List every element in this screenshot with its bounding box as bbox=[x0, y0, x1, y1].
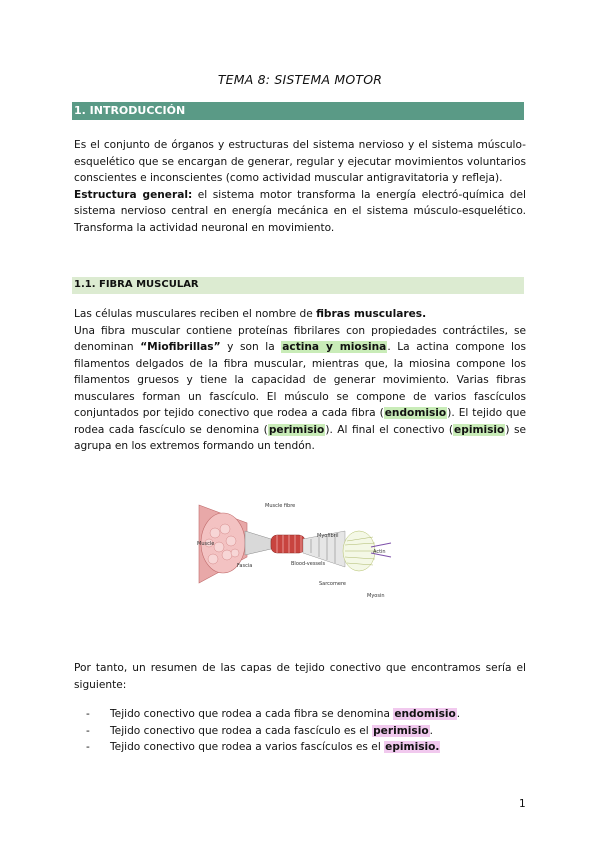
list-item-end: . bbox=[429, 724, 433, 737]
fibra-body bbox=[74, 323, 526, 455]
list-item bbox=[86, 723, 516, 740]
list-item-text: Tejido conectivo que rodea a cada fibra se denomina bbox=[110, 708, 394, 720]
endomisio-term: endomisio bbox=[394, 708, 456, 720]
list-item-end: . bbox=[456, 708, 461, 720]
actina-miosina-highlight: actina y miosina bbox=[282, 341, 387, 353]
list-dash: - bbox=[86, 724, 90, 737]
page-number: 1 bbox=[519, 798, 526, 810]
fibra-body-i: ). Al final el conectivo ( bbox=[325, 423, 454, 436]
fibra-intro bbox=[74, 306, 526, 323]
fibra-body-e: . La actina compone los filamentos delgados de la fibra muscular, mientras que, la miosina compone los filamentos gruesos y tiene la capacidad de generar movimiento. Varias fibras musculares forman un fascículo. El músculo se compone de varios fascículos conjuntados por tejido conectivo que rodea a cada fibra ( bbox=[74, 341, 526, 419]
label-sarcomere: Sarcomere bbox=[319, 581, 346, 587]
section-heading-introduccion: 1. INTRODUCCIÓN bbox=[74, 104, 186, 117]
fibre-tube bbox=[271, 535, 305, 553]
label-muscle-fibre: Muscle fibre bbox=[265, 503, 296, 509]
muscle-structure-figure bbox=[195, 495, 395, 605]
fibra-term: fibras musculares. bbox=[316, 308, 427, 320]
list-item bbox=[86, 706, 516, 723]
list-item-text: Tejido conectivo que rodea a cada fascículo es el bbox=[110, 724, 373, 737]
perimisio-highlight: perimisio bbox=[268, 423, 325, 436]
structure-label: Estructura general: bbox=[74, 188, 193, 201]
epimisio-highlight: epimisio bbox=[454, 423, 505, 436]
muscle-fibre-cone bbox=[245, 531, 271, 555]
connective-tissue-list bbox=[86, 706, 516, 756]
label-muscle: Muscle bbox=[197, 541, 215, 547]
intro-structure bbox=[74, 187, 526, 237]
document-title: TEMA 8: SISTEMA MOTOR bbox=[217, 72, 383, 87]
fibra-body-a: Una fibra muscular contiene proteínas fibrilares con propiedades contráctiles, se denominan bbox=[74, 324, 526, 353]
fibra-body-g: ). El tejido que rodea cada fascículo se denomina ( bbox=[74, 407, 526, 436]
list-dash: - bbox=[86, 708, 90, 720]
list-item bbox=[86, 739, 516, 756]
label-myofibril: Myofibril bbox=[317, 533, 339, 539]
epimisio-term: epimisio. bbox=[385, 741, 440, 753]
fibra-body-k: ) se agrupa en los extremos formando un tendón. bbox=[74, 423, 526, 452]
list-item-text: Tejido conectivo que rodea a varios fascículos es el bbox=[110, 741, 385, 753]
intro-paragraph bbox=[74, 137, 526, 236]
label-fascia: Fascia bbox=[237, 563, 253, 569]
label-myosin: Myosin bbox=[367, 593, 385, 599]
muscle-diagram bbox=[195, 495, 395, 605]
perimisio-term: perimisio bbox=[373, 724, 429, 737]
fibra-intro-text: Las células musculares reciben el nombre de bbox=[74, 308, 317, 320]
label-actin: Actin bbox=[373, 549, 386, 555]
structure-text: el sistema motor transforma la energía electró-química del sistema nervioso central en energía mecánica en el sistema músculo-esquelético. Transforma la actividad neuronal en movimiento. bbox=[74, 188, 526, 234]
summary-intro: Por tanto, un resumen de las capas de tejido conectivo que encontramos sería el siguiente: bbox=[74, 662, 526, 691]
fibra-body-c: y son la bbox=[220, 341, 282, 353]
intro-definition: Es el conjunto de órganos y estructuras del sistema nervioso y el sistema músculo-esquelético que se encargan de generar, regular y ejecutar movimientos voluntarios conscientes e inconscientes (como actividad muscular antigravitatoria y refleja). bbox=[74, 139, 526, 184]
label-blood-vessels: Blood-vessels bbox=[291, 561, 326, 567]
miofibrillas-term: “Miofibrillas” bbox=[140, 341, 221, 353]
endomisio-highlight: endomisio bbox=[384, 407, 447, 419]
subsection-heading-fibra-muscular: 1.1. FIBRA MUSCULAR bbox=[74, 279, 199, 290]
list-dash: - bbox=[86, 741, 90, 753]
fibra-paragraph bbox=[74, 306, 526, 455]
